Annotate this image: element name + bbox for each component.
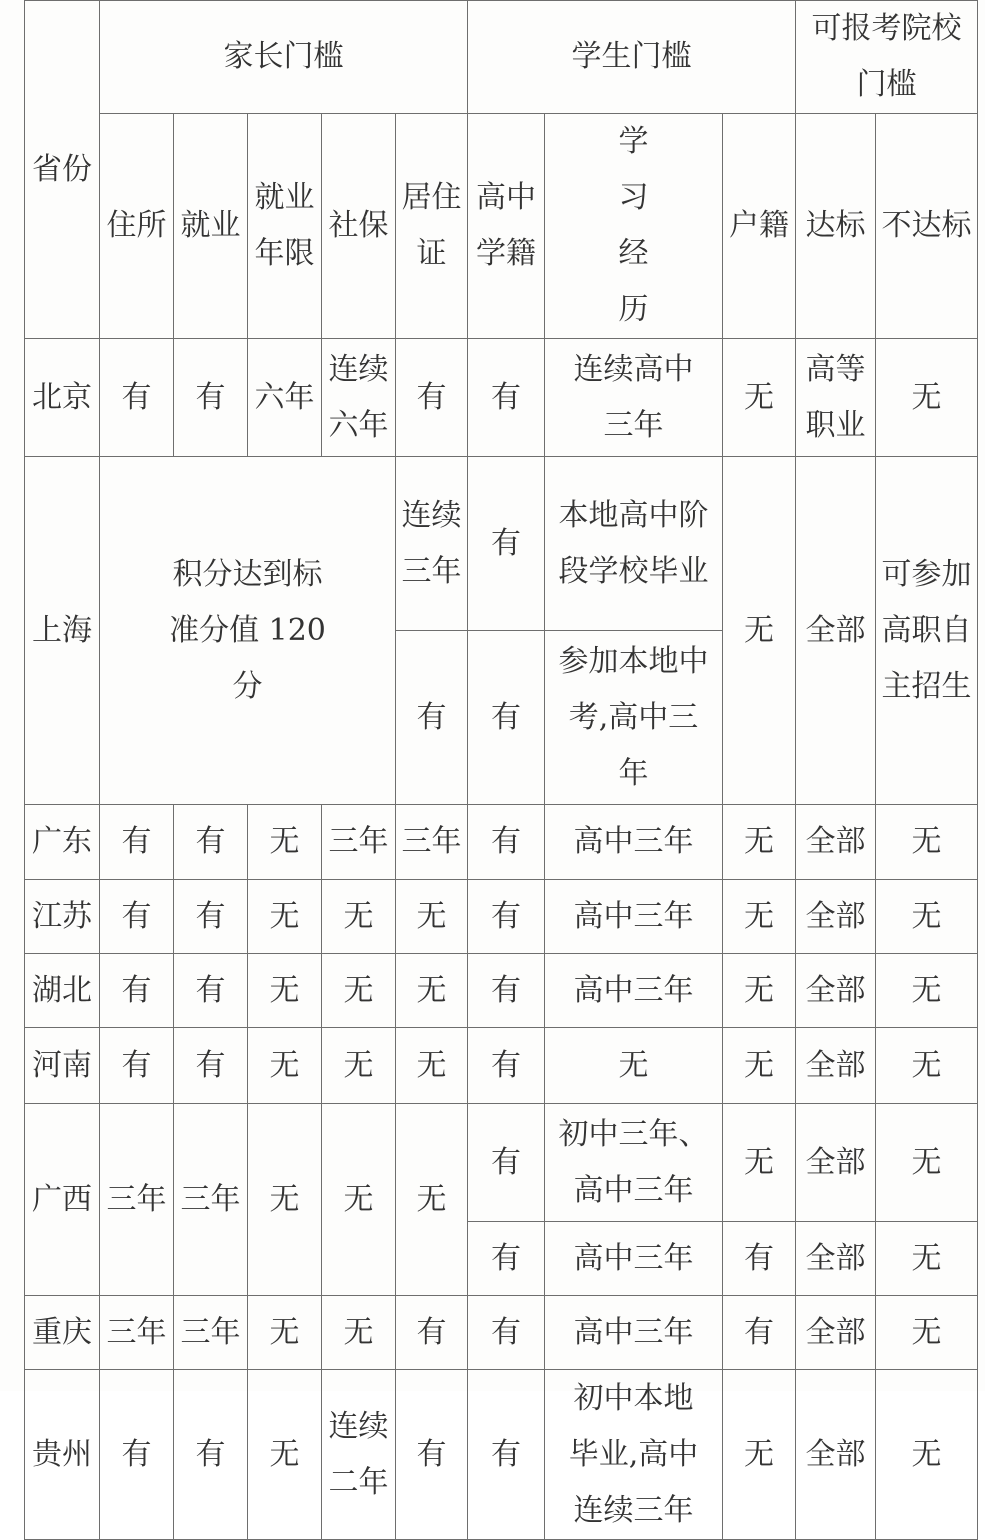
hs-registration-cell: 有 — [468, 339, 545, 457]
province-cell: 广西 — [25, 1104, 100, 1296]
table-row — [25, 339, 978, 457]
employment-years-cell: 无 — [248, 1028, 322, 1104]
social-security-cell: 三年 — [322, 805, 396, 880]
study-history-cell: 参加本地中考,高中三年 — [545, 631, 723, 805]
header-parent-threshold: 家长门槛 — [100, 1, 468, 114]
header-province: 省份 — [25, 1, 100, 339]
header-social-security: 社保 — [322, 114, 396, 339]
hs-registration-cell: 有 — [468, 1222, 545, 1296]
header-row-1 — [25, 1, 978, 114]
study-history-cell: 高中三年 — [545, 1296, 723, 1370]
employment-cell: 有 — [174, 1370, 248, 1540]
qualified-cell: 全部 — [796, 805, 876, 880]
qualified-cell: 全部 — [796, 880, 876, 954]
province-cell: 贵州 — [25, 1370, 100, 1540]
not-qualified-cell: 无 — [876, 1028, 978, 1104]
study-history-cell: 高中三年 — [545, 880, 723, 954]
residence-permit-cell: 三年 — [396, 805, 468, 880]
not-qualified-cell: 无 — [876, 954, 978, 1028]
hs-registration-cell: 有 — [468, 1370, 545, 1540]
hukou-cell: 无 — [723, 339, 796, 457]
residence-cell: 有 — [100, 339, 174, 457]
hukou-cell: 无 — [723, 457, 796, 805]
header-row-2 — [25, 114, 978, 339]
residence-permit-cell: 有 — [396, 1370, 468, 1540]
employment-years-cell: 无 — [248, 1296, 322, 1370]
employment-years-cell: 无 — [248, 954, 322, 1028]
header-residence-permit: 居住证 — [396, 114, 468, 339]
header-hs-registration: 高中学籍 — [468, 114, 545, 339]
hukou-cell: 有 — [723, 1296, 796, 1370]
not-qualified-cell: 无 — [876, 339, 978, 457]
qualified-cell: 全部 — [796, 457, 876, 805]
table-row — [25, 805, 978, 880]
employment-cell: 有 — [174, 1028, 248, 1104]
province-cell: 河南 — [25, 1028, 100, 1104]
province-cell: 广东 — [25, 805, 100, 880]
points-cell: 积分达到标准分值 120 分 — [100, 457, 396, 805]
employment-cell: 有 — [174, 954, 248, 1028]
hukou-cell: 无 — [723, 805, 796, 880]
header-qualified: 达标 — [796, 114, 876, 339]
employment-cell: 有 — [174, 339, 248, 457]
qualified-cell: 全部 — [796, 1296, 876, 1370]
residence-permit-cell: 无 — [396, 1104, 468, 1296]
employment-years-cell: 无 — [248, 805, 322, 880]
hs-registration-cell: 有 — [468, 1104, 545, 1222]
employment-years-cell: 无 — [248, 880, 322, 954]
hukou-cell: 无 — [723, 1028, 796, 1104]
study-history-cell: 初中本地毕业,高中连续三年 — [545, 1370, 723, 1540]
province-cell: 上海 — [25, 457, 100, 805]
hs-registration-cell: 有 — [468, 1296, 545, 1370]
social-security-cell: 无 — [322, 954, 396, 1028]
hs-registration-cell: 有 — [468, 805, 545, 880]
header-not-qualified: 不达标 — [876, 114, 978, 339]
hs-registration-cell: 有 — [468, 457, 545, 631]
residence-cell: 有 — [100, 1370, 174, 1540]
header-employment-years: 就业年限 — [248, 114, 322, 339]
residence-cell: 三年 — [100, 1296, 174, 1370]
residence-cell: 有 — [100, 805, 174, 880]
employment-years-cell: 无 — [248, 1104, 322, 1296]
header-residence: 住所 — [100, 114, 174, 339]
table-row — [25, 1104, 978, 1222]
employment-cell: 三年 — [174, 1296, 248, 1370]
residence-cell: 有 — [100, 1028, 174, 1104]
hs-registration-cell: 有 — [468, 631, 545, 805]
province-cell: 重庆 — [25, 1296, 100, 1370]
hukou-cell: 无 — [723, 1370, 796, 1540]
not-qualified-cell: 无 — [876, 1370, 978, 1540]
policy-table — [24, 0, 978, 1540]
table-row — [25, 954, 978, 1028]
residence-permit-cell: 无 — [396, 954, 468, 1028]
residence-cell: 有 — [100, 880, 174, 954]
not-qualified-cell: 无 — [876, 1104, 978, 1222]
table-row — [25, 1028, 978, 1104]
social-security-cell: 连续六年 — [322, 339, 396, 457]
hukou-cell: 无 — [723, 1104, 796, 1222]
study-history-cell: 初中三年、高中三年 — [545, 1104, 723, 1222]
residence-permit-cell: 有 — [396, 1296, 468, 1370]
qualified-cell: 高等职业 — [796, 339, 876, 457]
header-school-threshold: 可报考院校门槛 — [796, 1, 978, 114]
not-qualified-cell: 无 — [876, 1296, 978, 1370]
social-security-cell: 无 — [322, 1296, 396, 1370]
social-security-cell: 连续二年 — [322, 1370, 396, 1540]
employment-years-cell: 无 — [248, 1370, 322, 1540]
hs-registration-cell: 有 — [468, 1028, 545, 1104]
table-row — [25, 880, 978, 954]
study-history-cell: 无 — [545, 1028, 723, 1104]
qualified-cell: 全部 — [796, 954, 876, 1028]
table-row — [25, 1370, 978, 1540]
province-cell: 湖北 — [25, 954, 100, 1028]
study-history-cell: 本地高中阶段学校毕业 — [545, 457, 723, 631]
hs-registration-cell: 有 — [468, 954, 545, 1028]
residence-permit-cell: 连续三年 — [396, 457, 468, 631]
qualified-cell: 全部 — [796, 1370, 876, 1540]
social-security-cell: 无 — [322, 880, 396, 954]
employment-cell: 有 — [174, 880, 248, 954]
hukou-cell: 有 — [723, 1222, 796, 1296]
residence-cell: 三年 — [100, 1104, 174, 1296]
study-history-cell: 高中三年 — [545, 1222, 723, 1296]
qualified-cell: 全部 — [796, 1222, 876, 1296]
province-cell: 江苏 — [25, 880, 100, 954]
table-row — [25, 457, 978, 631]
qualified-cell: 全部 — [796, 1104, 876, 1222]
residence-cell: 有 — [100, 954, 174, 1028]
qualified-cell: 全部 — [796, 1028, 876, 1104]
study-history-cell: 高中三年 — [545, 954, 723, 1028]
residence-permit-cell: 有 — [396, 339, 468, 457]
not-qualified-cell: 可参加高职自主招生 — [876, 457, 978, 805]
employment-years-cell: 六年 — [248, 339, 322, 457]
hs-registration-cell: 有 — [468, 880, 545, 954]
employment-cell: 三年 — [174, 1104, 248, 1296]
header-employment: 就业 — [174, 114, 248, 339]
table-row — [25, 1296, 978, 1370]
header-student-threshold: 学生门槛 — [468, 1, 796, 114]
header-study-history: 学习经历 — [545, 114, 723, 339]
province-cell: 北京 — [25, 339, 100, 457]
residence-permit-cell: 有 — [396, 631, 468, 805]
social-security-cell: 无 — [322, 1104, 396, 1296]
header-hukou: 户籍 — [723, 114, 796, 339]
not-qualified-cell: 无 — [876, 1222, 978, 1296]
residence-permit-cell: 无 — [396, 880, 468, 954]
employment-cell: 有 — [174, 805, 248, 880]
study-history-cell: 连续高中三年 — [545, 339, 723, 457]
not-qualified-cell: 无 — [876, 805, 978, 880]
hukou-cell: 无 — [723, 880, 796, 954]
residence-permit-cell: 无 — [396, 1028, 468, 1104]
study-history-cell: 高中三年 — [545, 805, 723, 880]
hukou-cell: 无 — [723, 954, 796, 1028]
not-qualified-cell: 无 — [876, 880, 978, 954]
social-security-cell: 无 — [322, 1028, 396, 1104]
